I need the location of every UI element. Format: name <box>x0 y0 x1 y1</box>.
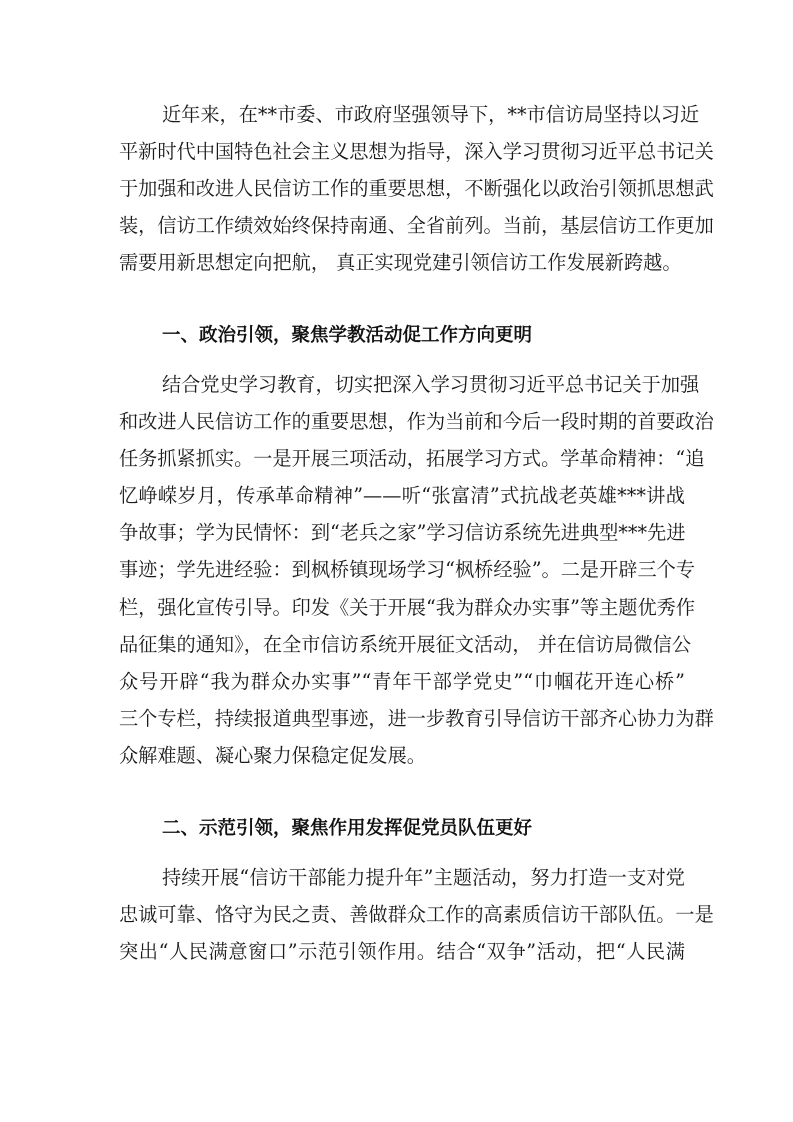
section-1-line-3: 任务抓紧抓实。一是开展三项活动，拓展学习方式。学革命精神：“追 <box>119 447 705 470</box>
intro-line-5: 需要用新思想定向把航， 真正实现党建引领信访工作发展新跨越。 <box>119 251 682 274</box>
section-1-line-2: 和改进人民信访工作的重要思想，作为当前和今后一段时期的首要政治 <box>119 410 714 433</box>
section-2-heading: 二、示范引领，聚焦作用发挥促党员队伍更好 <box>162 818 533 839</box>
section-1-line-11: 众解难题、凝心聚力保稳定促发展。 <box>119 744 426 767</box>
intro-line-4: 装，信访工作绩效始终保持南通、全省前列。当前，基层信访工作更加 <box>119 214 714 237</box>
intro-line-2: 平新时代中国特色社会主义思想为指导，深入学习贯彻习近平总书记关 <box>119 140 714 163</box>
intro-line-1: 近年来，在**市委、市政府坚强领导下，**市信访局坚持以习近 <box>162 103 700 126</box>
section-1-heading: 一、政治引领，聚焦学教活动促工作方向更明 <box>162 325 533 346</box>
section-1-line-4: 忆峥嵘岁月，传承革命精神”——听“张富清”式抗战老英雄***讲战 <box>119 484 685 507</box>
section-1-line-7: 栏，强化宣传引导。印发《关于开展“我为群众办实事”等主题优秀作 <box>119 596 696 619</box>
section-1-line-10: 三个专栏，持续报道典型事迹，进一步教育引导信访干部齐心协力为群 <box>119 707 714 730</box>
section-1-line-9: 众号开辟“我为群众办实事”“青年干部学党史”“巾帼花开连心桥” <box>119 670 685 693</box>
section-1-line-6: 事迹；学先进经验：到枫桥镇现场学习“枫桥经验”。二是开辟三个专 <box>119 558 696 581</box>
section-2-line-2: 忠诚可靠、恪守为民之责、善做群众工作的高素质信访干部队伍。一是 <box>119 903 714 926</box>
section-2-line-1: 持续开展“信访干部能力提升年”主题活动，努力打造一支对党 <box>162 866 685 889</box>
section-1-line-8: 品征集的通知》，在全市信访系统开展征文活动， 并在信访局微信公 <box>119 633 692 656</box>
section-2-line-3: 突出“人民满意窗口”示范引领作用。结合“双争”活动，把“人民满 <box>119 940 685 963</box>
intro-line-3: 于加强和改进人民信访工作的重要思想，不断强化以政治引领抓思想武 <box>119 177 714 200</box>
section-1-line-5: 争故事；学为民情怀：到“老兵之家”学习信访系统先进典型***先进 <box>119 521 686 544</box>
section-1-line-1: 结合党史学习教育，切实把深入学习贯彻习近平总书记关于加强 <box>162 373 700 396</box>
